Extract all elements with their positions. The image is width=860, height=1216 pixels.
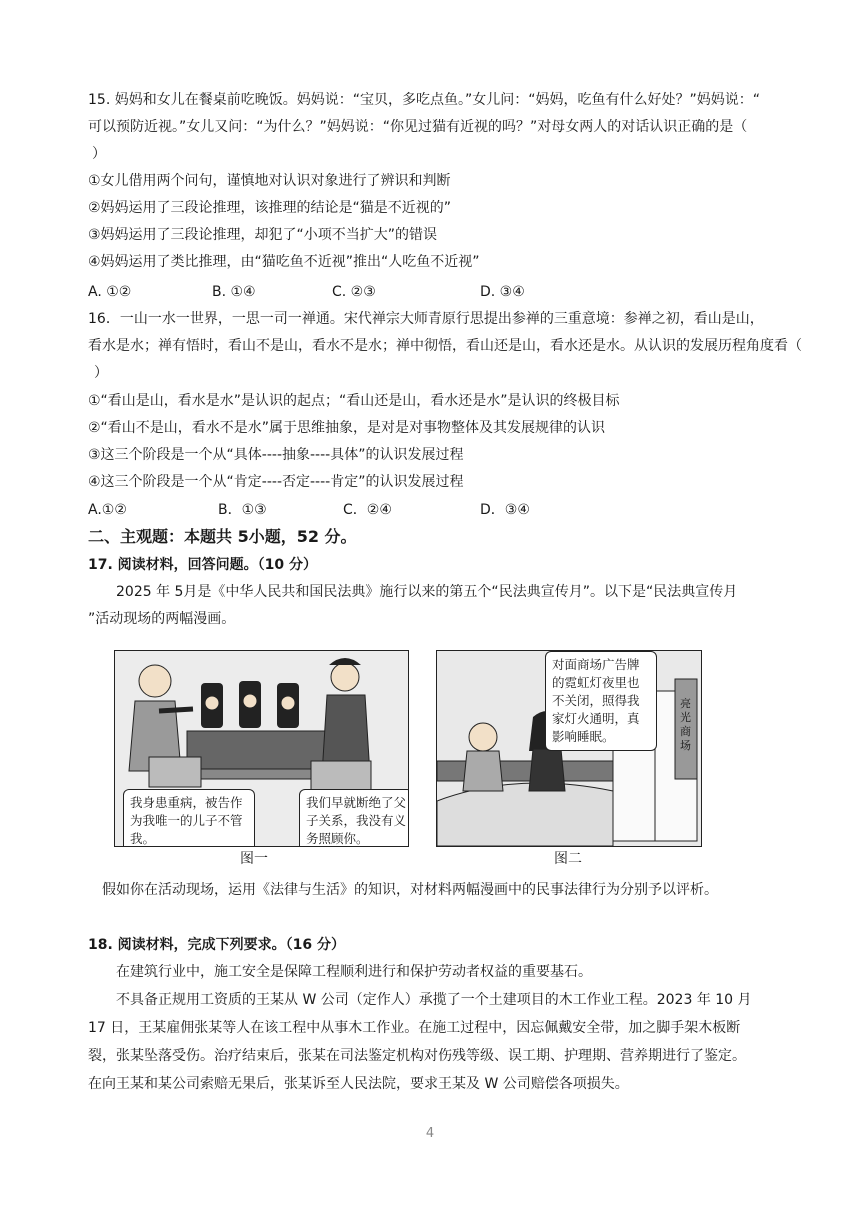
q16-option-b[interactable]: B．①③ xyxy=(218,502,267,518)
q18-para2-line3: 裂，张某坠落受伤。治疗结束后，张某在司法鉴定机构对伤残等级、误工期、护理期、营养期进行了鉴定。 xyxy=(88,1048,746,1064)
page-number: 4 xyxy=(425,1126,435,1141)
comic-2-speech-bubble: 对面商场广告牌的霓虹灯夜里也不关闭，照得我家灯火通明，真影响睡眠。 xyxy=(545,651,657,751)
comic-2-caption: 图二 xyxy=(554,851,582,867)
comic-1 xyxy=(114,650,409,847)
q15-statement-1: ①女儿借用两个问句，谨慎地对认识对象进行了辨识和判断 xyxy=(88,173,451,189)
comic-1-speech-bubble-right: 我们早就断绝了父子关系，我没有义务照顾你。 xyxy=(299,789,409,847)
q15-statement-2: ②妈妈运用了三段论推理，该推理的结论是“猫是不近视的” xyxy=(88,200,452,216)
q18-title: 18. 阅读材料，完成下列要求。（16 分） xyxy=(88,937,346,953)
comic-1-caption: 图一 xyxy=(240,851,268,867)
q15-statement-4: ④妈妈运用了类比推理，由“猫吃鱼不近视”推出“人吃鱼不近视” xyxy=(88,254,480,270)
q16-statement-2: ②“看山不是山，看水不是水”属于思维抽象，是对是对事物整体及其发展规律的认识 xyxy=(88,420,606,436)
q18-para2-line4: 在向王某和某公司索赔无果后，张某诉至人民法院，要求王某及 W 公司赔偿各项损失。 xyxy=(88,1076,629,1092)
q18-para1: 在建筑行业中，施工安全是保障工程顺利进行和保护劳动者权益的重要基石。 xyxy=(116,964,592,980)
q17-title: 17. 阅读材料，回答问题。（10 分） xyxy=(88,557,318,573)
comic-2-mall-sign: 亮光商场 xyxy=(680,697,691,752)
q17-question: 假如你在活动现场，运用《法律与生活》的知识，对材料两幅漫画中的民事法律行为分别予以评析。 xyxy=(102,882,718,898)
q15-stem-line3: ） xyxy=(92,146,106,162)
comic-2 xyxy=(436,650,702,847)
q15-statement-3: ③妈妈运用了三段论推理，却犯了“小项不当扩大”的错误 xyxy=(88,227,438,243)
q15-stem-line2: 可以预防近视。”女儿又问：“为什么？”妈妈说：“你见过猫有近视的吗？”对母女两人的对话认识正确的是（ xyxy=(88,119,748,135)
q17-para-line2: ”活动现场的两幅漫画。 xyxy=(88,611,236,627)
q16-option-d[interactable]: D．③④ xyxy=(480,502,530,518)
q16-statement-3: ③这三个阶段是一个从“具体----抽象----具体”的认识发展过程 xyxy=(88,447,464,463)
section2-title: 二、主观题：本题共 5小题，52 分。 xyxy=(88,527,357,546)
q16-option-a[interactable]: A.①② xyxy=(88,502,127,518)
q16-stem-line2: 看水是水；禅有悟时，看山不是山，看水不是水；禅中彻悟，看山还是山，看水还是水。从认识的发展历程角度看（ xyxy=(88,338,802,354)
comic-1-speech-bubble-left: 我身患重病，被告作为我唯一的儿子不管我。 xyxy=(123,789,255,847)
q16-stem-line3: ） xyxy=(94,365,108,381)
q18-para2-line1: 不具备正规用工资质的王某从 W 公司（定作人）承揽了一个土建项目的木工作业工程。2023 年 10 月 xyxy=(116,992,752,1008)
q15-option-d[interactable]: D. ③④ xyxy=(480,284,525,300)
q16-stem-line1: 16．一山一水一世界，一思一司一禅通。宋代禅宗大师青原行思提出参禅的三重意境：参禅之初，看山是山， xyxy=(88,311,764,327)
q16-statement-4: ④这三个阶段是一个从“肯定----否定----肯定”的认识发展过程 xyxy=(88,474,464,490)
q15-stem-line1: 15. 妈妈和女儿在餐桌前吃晚饭。妈妈说：“宝贝，多吃点鱼。”女儿问：“妈妈，吃鱼有什么好处？”妈妈说：“ xyxy=(88,92,760,108)
q17-para-line1: 2025 年 5月是《中华人民共和国民法典》施行以来的第五个“民法典宣传月”。以下是“民法典宣传月 xyxy=(116,584,738,600)
q16-option-c[interactable]: C．②④ xyxy=(343,502,392,518)
q15-option-c[interactable]: C. ②③ xyxy=(332,284,376,300)
q16-statement-1: ①“看山是山，看水是水”是认识的起点；“看山还是山，看水还是水”是认识的终极目标 xyxy=(88,393,620,409)
q18-para2-line2: 17 日，王某雇佣张某等人在该工程中从事木工作业。在施工过程中，因忘佩戴安全带，加之脚手架木板断 xyxy=(88,1020,741,1036)
q15-option-a[interactable]: A. ①② xyxy=(88,284,132,300)
q15-option-b[interactable]: B. ①④ xyxy=(212,284,256,300)
